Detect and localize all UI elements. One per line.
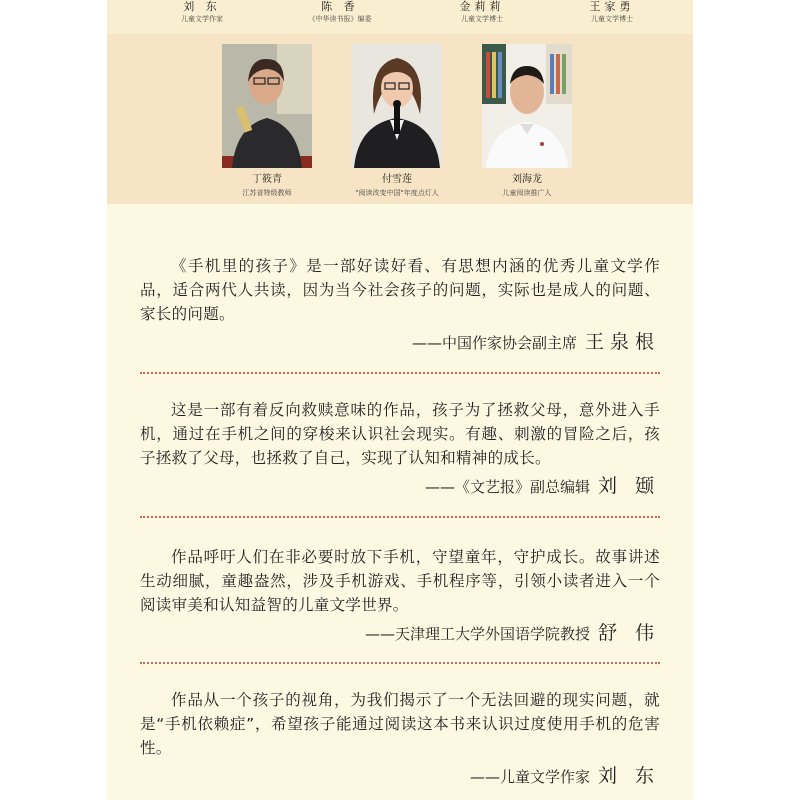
quote-block — [140, 398, 660, 500]
person-title: 江苏省特级教师 — [242, 189, 292, 197]
quote-role: ——天津理工大学外国语学院教授 — [364, 625, 590, 643]
person-photo — [482, 44, 572, 168]
person-card — [462, 44, 592, 199]
person-name: 金莉莉 — [459, 0, 505, 13]
top-person — [547, 0, 677, 25]
top-person — [137, 0, 267, 25]
person-name: 刘 东 — [183, 0, 221, 13]
quote-attribution — [140, 620, 660, 647]
top-person — [275, 0, 405, 25]
quote-text: 作品呼吁人们在非必要时放下手机，守望童年，守护成长。故事讲述生动细腻，童趣盎然，涉及手机游戏、手机程序等，引领小读者进入一个阅读审美和认知益智的儿童文学世界。 — [140, 548, 660, 614]
person-title: 儿童文学作家 — [181, 15, 223, 23]
top-person — [417, 0, 547, 25]
quote-text: 这是一部有着反向救赎意味的作品，孩子为了拯救父母，意外进入手机，通过在手机之间的穿梭来认识社会现实。有趣、刺激的冒险之后，孩子拯救了父母，也拯救了自己，实现了认知和精神的成长。 — [140, 401, 660, 467]
person-card — [202, 44, 332, 199]
person-title: 儿童文学博士 — [591, 15, 633, 23]
quote-block — [140, 688, 660, 790]
person-title: 《中华读书报》编委 — [308, 15, 372, 23]
quote-block — [140, 254, 660, 356]
quote-attribution — [140, 329, 660, 356]
person-name: 刘海龙 — [512, 174, 542, 185]
quote-author: 刘 颋 — [597, 475, 660, 497]
quote-text: 作品从一个孩子的视角，为我们揭示了一个无法回避的现实问题，就是“手机依赖症”，希望孩子能通过阅读这本书来认识过度使用手机的危害性。 — [140, 691, 660, 757]
person-photo — [352, 44, 442, 168]
top-names-row — [107, 0, 693, 34]
quote-author: 舒 伟 — [597, 622, 660, 644]
quote-attribution — [140, 473, 660, 500]
person-name: 王家勇 — [589, 0, 635, 13]
person-title: 儿童文学博士 — [461, 15, 503, 23]
photo-band — [107, 34, 693, 204]
person-card — [332, 44, 462, 199]
person-name: 丁筱青 — [252, 174, 282, 185]
person-name: 陈 香 — [321, 0, 359, 13]
dotted-divider — [140, 662, 660, 664]
person-title: "阅读改变中国"年度点灯人 — [355, 189, 439, 197]
quote-author: 刘 东 — [597, 765, 660, 787]
person-title: 儿童阅读推广人 — [502, 189, 552, 197]
quote-author: 王泉根 — [584, 331, 660, 353]
quote-role: ——《文艺报》副总编辑 — [424, 478, 590, 496]
person-photo — [222, 44, 312, 168]
page — [107, 0, 693, 800]
quote-attribution — [140, 763, 660, 790]
person-name: 付雪莲 — [382, 174, 412, 185]
quote-role: ——儿童文学作家 — [469, 768, 590, 786]
quote-block — [140, 545, 660, 647]
quote-text: 《手机里的孩子》是一部好读好看、有思想内涵的优秀儿童文学作品，适合两代人共读，因为当今社会孩子的问题，实际也是成人的问题、家长的问题。 — [140, 257, 660, 323]
dotted-divider — [140, 372, 660, 374]
quote-role: ——中国作家协会副主席 — [411, 334, 577, 352]
dotted-divider — [140, 516, 660, 518]
